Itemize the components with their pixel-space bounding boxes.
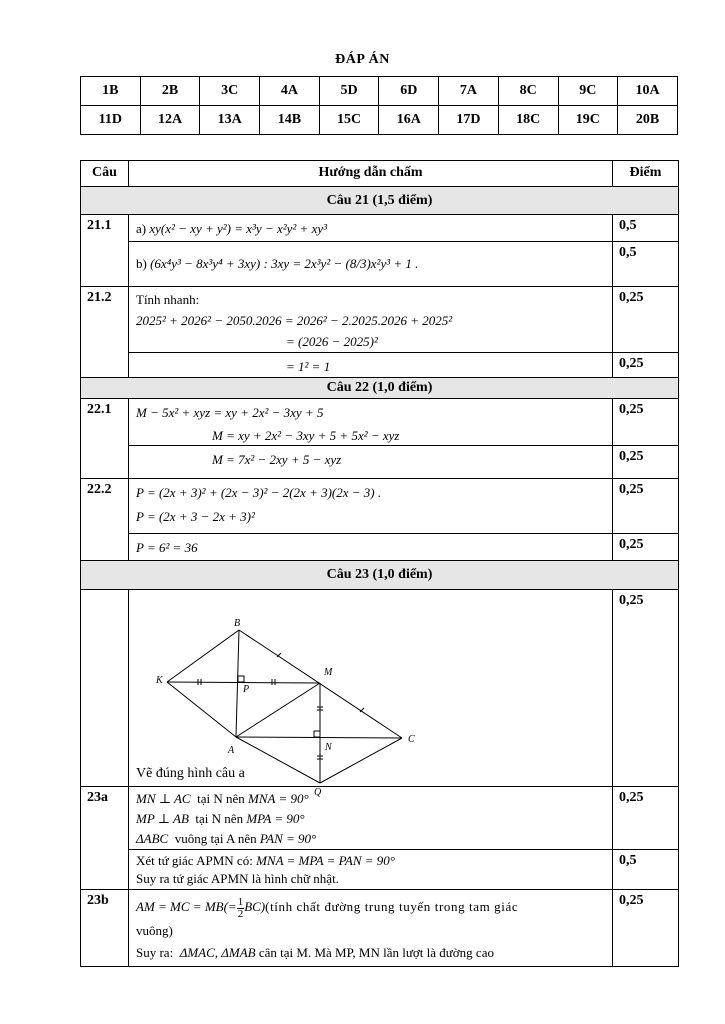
expr-21-1-a: xy(x² − xy + y²) = x³y − x²y² + xy³: [149, 221, 328, 236]
label-A: A: [228, 745, 235, 756]
section-21-title: Câu 21 (1,5 điểm): [80, 186, 679, 215]
expr-21-1-b: (6x⁴y³ − 8x³y⁴ + 3xy) : 3xy = 2x³y² − (8/3)x²y³ + 1 .: [150, 256, 419, 271]
answer-cell: 6D: [379, 77, 439, 106]
points-21-2-a: 0,25: [612, 286, 679, 353]
points-21-1-b: 0,5: [612, 241, 679, 287]
row-num-23a: 23a: [80, 786, 129, 890]
answer-cell: 10A: [618, 77, 678, 106]
header-guide: Hướng dẫn chấm: [128, 160, 613, 187]
section-22-title: Câu 22 (1,0 điểm): [80, 377, 679, 399]
answer-cell: 8C: [498, 77, 558, 106]
answer-cell: 12A: [140, 106, 200, 135]
row-num-23-fig: [80, 589, 129, 787]
label-M: M: [324, 667, 333, 678]
segment-QC: [320, 738, 402, 783]
answer-21-1-a: a) xy(x² − xy + y²) = x³y − x²y² + xy³: [128, 214, 613, 242]
points-22-1-b: 0,25: [612, 445, 679, 479]
answer-cell: 14B: [260, 106, 320, 135]
answer-key-table: [80, 76, 678, 135]
row-num-21-2: 21.2: [80, 286, 129, 378]
points-23b: 0,25: [612, 889, 679, 967]
answer-cell: 4A: [260, 77, 320, 106]
points-23a-2: 0,5: [612, 849, 679, 890]
answer-22-1: M − 5x² + xyz = xy + 2x² − 3xy + 5 M = xy + 2x² − 3xy + 5 + 5x² − xyz: [128, 398, 613, 446]
points-22-2-b: 0,25: [612, 533, 679, 561]
points-22-2-a: 0,25: [612, 478, 679, 534]
answer-cell: 7A: [439, 77, 499, 106]
figure-caption: Vẽ đúng hình câu a: [136, 766, 245, 781]
answer-21-1-b: b) (6x⁴y³ − 8x³y⁴ + 3xy) : 3xy = 2x³y² − (8/3)x²y³ + 1 .: [128, 241, 613, 287]
label-C: C: [408, 734, 415, 745]
answer-cell: 1B: [81, 77, 141, 106]
answer-21-2: Tính nhanh: 2025² + 2026² − 2050.2026 = 2026² − 2.2025.2026 + 2025² = (2026 − 2025)²: [128, 286, 613, 353]
points-21-1-a: 0,5: [612, 214, 679, 242]
answer-cell: 2B: [140, 77, 200, 106]
segment-AQ: [236, 737, 320, 783]
answer-cell: 15C: [319, 106, 379, 135]
segment-BA: [236, 630, 239, 737]
label-P: P: [243, 684, 250, 695]
answer-cell: 5D: [319, 77, 379, 106]
answer-row: [81, 106, 678, 135]
label-Q: Q: [314, 787, 322, 798]
points-23a-1: 0,25: [612, 786, 679, 850]
row-num-21-1: 21.1: [80, 214, 129, 287]
answer-cell: 16A: [379, 106, 439, 135]
answer-row: [81, 77, 678, 106]
points-22-1-a: 0,25: [612, 398, 679, 446]
answer-23a-1: MN ⊥ AC tại N nên MNA = 90° MP ⊥ AB tại N nên MPA = 90° ΔABC vuông tại A nên PAN = 90°: [128, 786, 613, 850]
segment-KA: [167, 682, 236, 737]
grading-table: [80, 160, 679, 967]
answer-cell: 20B: [618, 106, 678, 135]
segment-BK: [167, 630, 239, 682]
answer-cell: 9C: [558, 77, 618, 106]
answer-cell: 18C: [498, 106, 558, 135]
row-num-23b: 23b: [80, 889, 129, 967]
points-21-2-b: 0,25: [612, 352, 679, 378]
row-num-22-2: 22.2: [80, 478, 129, 561]
answer-22-1-b: M = 7x² − 2xy + 5 − xyz: [128, 445, 613, 479]
answer-cell: 17D: [439, 106, 499, 135]
page-title: ĐÁP ÁN: [335, 52, 390, 67]
header-points: Điểm: [612, 160, 679, 187]
right-angle-P: [238, 676, 244, 682]
fraction-half: $\frac{1}{2}$: [237, 895, 244, 920]
label-B: B: [234, 618, 241, 629]
answer-cell: 13A: [200, 106, 260, 135]
header-cau: Câu: [80, 160, 129, 187]
answer-22-2-b: P = 6² = 36: [128, 533, 613, 561]
points-23-fig: 0,25: [612, 589, 679, 787]
right-angle-N: [314, 731, 320, 737]
section-23-title: Câu 23 (1,0 điểm): [80, 560, 679, 590]
answer-cell: 3C: [200, 77, 260, 106]
answer-23a-2: Xét tứ giác APMN có: MNA = MPA = PAN = 90° Suy ra tứ giác APMN là hình chữ nhật.: [128, 849, 613, 890]
row-num-22-1: 22.1: [80, 398, 129, 479]
answer-23-figure: [128, 589, 613, 798]
answer-cell: 19C: [558, 106, 618, 135]
answer-cell: 11D: [81, 106, 141, 135]
answer-21-2-b: = 1² = 1: [128, 352, 613, 378]
answer-22-2: P = (2x + 3)² + (2x − 3)² − 2(2x + 3)(2x − 3) . P = (2x + 3 − 2x + 3)²: [128, 478, 613, 534]
label-N: N: [325, 742, 332, 753]
answer-23b: AM = MC = MB(= $\frac{1}{2}$ BC)(tính chất đường trung tuyến trong tam giác vuông) Suy ra: ΔMAC, ΔMAB cân tại M. Mà MP, MN lần lượt là đường cao: [128, 889, 613, 967]
label-K: K: [156, 675, 163, 686]
